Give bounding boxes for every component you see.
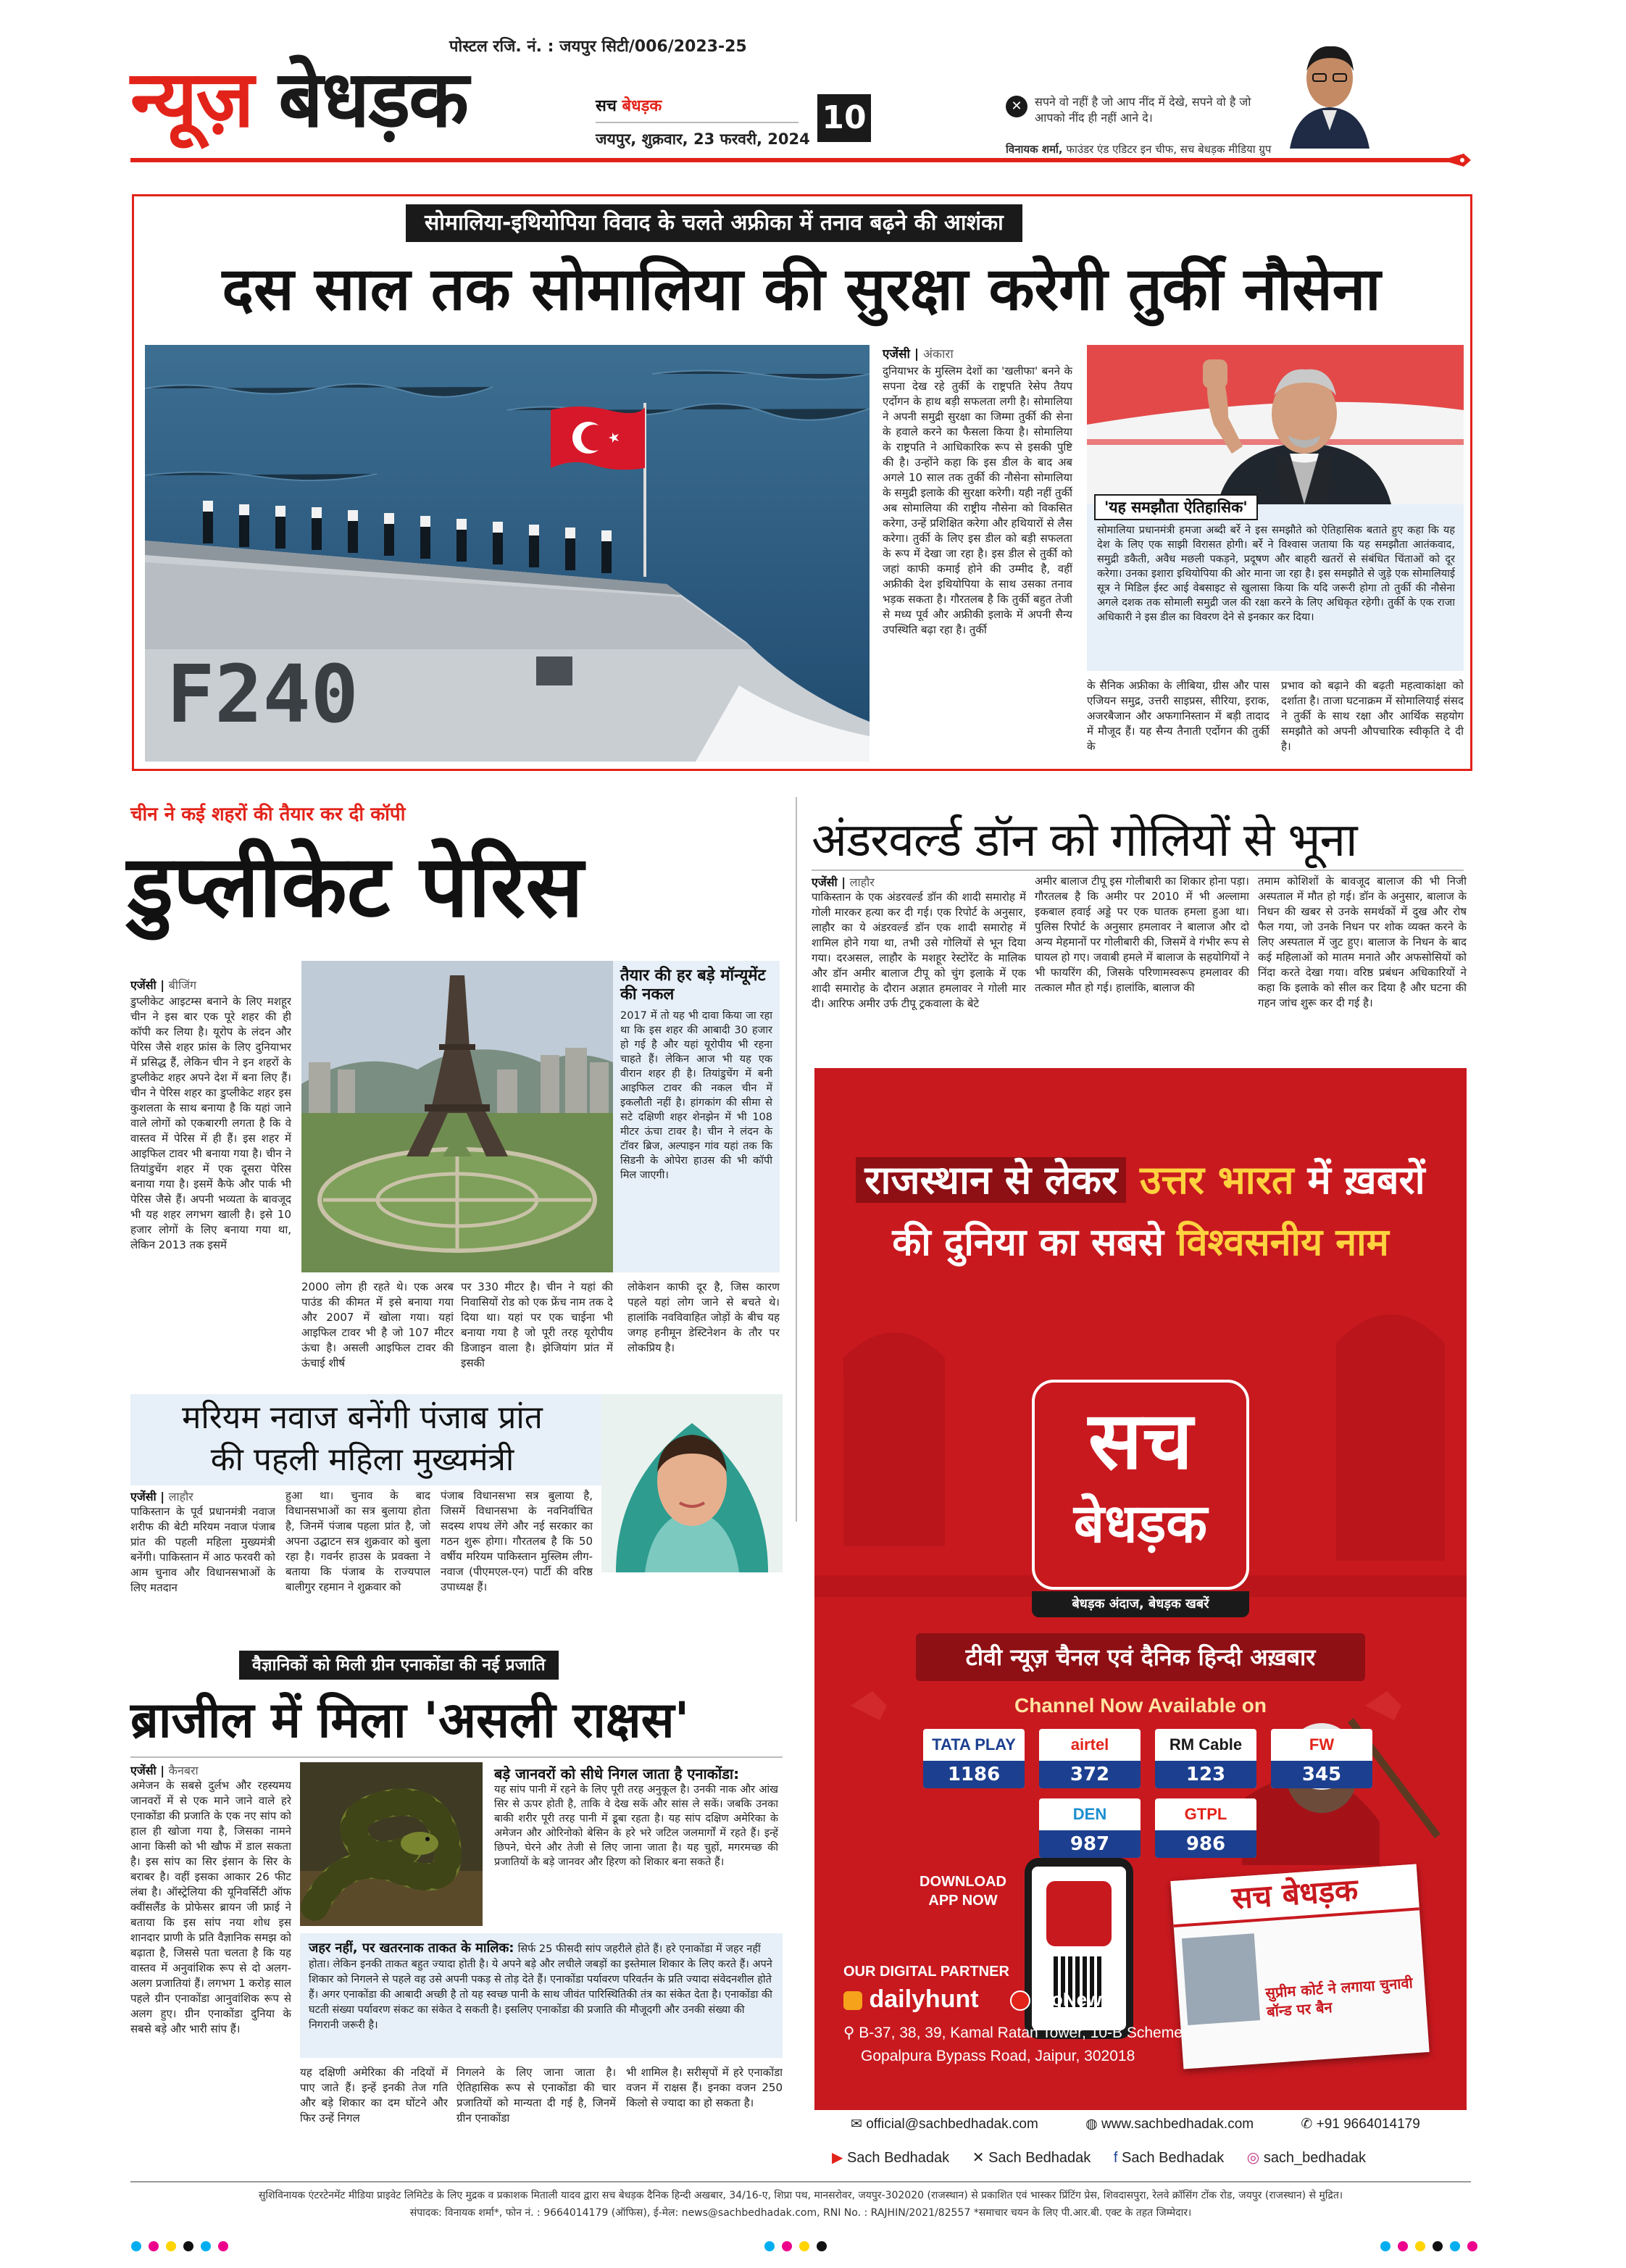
turkey-column-4: प्रभाव को बढ़ाने की बढ़ती महत्वाकांक्षा को दर्शाता है। ताजा घटनाक्रम में सोमालियाई संसद ने तुर्की के साथ रक्षा और आर्थिक सहयोग समझौते को अपनी औपचारिक स्वीकृति दे दी है। [1281,679,1464,753]
maryam-nawaz-photo [601,1394,783,1572]
maryam-headline-1: मरियम नवाज बनेंगी पंजाब प्रांत [182,1399,543,1436]
masthead-rule [130,158,1456,162]
channel-den [1039,1798,1141,1858]
maryam-column-3: पंजाब विधानसभा सत्र बुलाया है, जिसमें विधानसभा के नवनिर्वाचित सदस्य शपथ लेंगे और नई सरकार का गठन शुरू होगा। गौरतलब है कि 50 वर्षीय मरियम पाकिस्तान मुस्लिम लीग-नवाज (पीएमएल-एन) पार्टी की वरिष्ठ उपाध्यक्ष हैं। [441,1489,593,1593]
ad-website[interactable]: www.sachbedhadak.com [1101,2117,1254,2132]
paris-column-3: पर 330 मीटर है। चीन ने यहां की निवासियों रोड को एक फ्रेंच नाम तक दे दिया था। यहां पर एक चाईना भी बनाया गया है जो पूरी तरह यूरोपीय डिजाइन वाला है। झेजियांग प्रांत में इसकी [461,1280,613,1369]
paris-replica-photo [301,961,613,1272]
cyan-dot [201,2241,211,2251]
maryam-byline: एजेंसी | लाहौर [130,1490,193,1504]
anaconda-box-1 [490,1762,783,1926]
byline-agency: एजेंसी [130,1764,157,1777]
ad-contact-strip [814,2110,1467,2139]
byline-agency: एजेंसी [812,875,838,889]
dateline: जयपुर, शुक्रवार, 23 फरवरी, 2024 [596,130,810,148]
byline-city: बीजिंग [168,978,196,992]
turkey-byline: एजेंसी | अंकारा [883,347,954,362]
paris-column-4: लोकेशन काफी दूर है, जिस कारण पहले यहां लोग जाने से बचते थे। हालांकि नवविवाहित जोड़ों के बीच यह जगह हनीमून डेस्टिनेशन के तौर पर लोकप्रिय है। [628,1280,780,1354]
editor-credit [1006,142,1271,157]
paris-box-text: 2017 में तो यह भी दावा किया जा रहा था कि इस शहर की आबादी 30 हजार हो गई है और यहां यूरोपीय भी रहना चाहते हैं। लेकिन आज भी यह एक वीरान शहर ही है। तियांडुचेंग में बनी आइफिल टावर की नकल चीन में इकलौती नहीं है। हांगकांग की सीमा से सटे दक्षिणी शहर शेनझेन में भी 108 मीटर ऊंचा टावर है। चीन ने लंदन के टॉवर ब्रिज, अल्पाइन गांव यहां तक कि सिडनी के ओपेरा हाउस की भी कॉपी मिल जाएगी। [620,1010,772,1181]
turkey-column-3: के सैनिक अफ्रीका के लीबिया, ग्रीस और पास एजियन समुद्र, उत्तरी साइप्रस, सीरिया, इराक, अजरबैजान और अफगानिस्तान में बड़ी तादाद में मौजूद हैं। यह सैन्य तैनाती एर्दोगन की तुर्की के [1087,679,1269,753]
magenta-dot [149,2241,159,2251]
ad-logo-sach: सच [1088,1394,1193,1487]
don-column-2: अमीर बालाज टीपू इस गोलीबारी का शिकार होना पड़ा। गौरतलब है कि अमीर पर 2010 में भी अल्लामा इकबाल हवाई अड्डे पर एक घातक हमला हुआ था। पुलिस रिपोर्ट के अनुसार हमलावर ने बालाज और दो अन्य मेहमानों पर गोलीबारी की, जिसमें वे गंभीर रूप से घायल हो गए। जवाबी हमले में बालाज के सहयोगियों ने भी फायरिंग की, जिसके परिणामस्वरूप हमलावर की तत्काल मौत हो गई। हालांकि, बालाज की [1035,875,1249,994]
channel-name: RM Cable [1169,1735,1243,1754]
pen-nib-icon [1442,152,1471,168]
channel-number: 987 [1039,1830,1141,1858]
paris-box [613,961,780,1272]
dateline-divider [596,122,799,123]
byline-city: अंकारा [922,347,954,362]
channel-name: airtel [1070,1735,1109,1754]
anaconda-column-4: भी शामिल है। सरीसृपों में हरे एनाकोंडा वजन में राक्षस हैं। इनका वजन 250 किलो से ज्यादा का हो सकता है। [626,2066,783,2109]
cyan-dot [131,2241,141,2251]
anaconda-box-2 [300,1933,783,2058]
cyan-dot [1450,2241,1460,2251]
x-icon: ✕ [972,2150,985,2166]
anaconda-photo [300,1762,483,1926]
jionews-icon [1010,1990,1030,2011]
yellow-dot [799,2241,809,2251]
channel-number: 986 [1155,1830,1256,1858]
anaconda-box2-text: सिर्फ 25 फीसदी सांप जहरीले होते हैं। हरे एनाकोंडा में जहर नहीं होता। लेकिन इनकी ताकत बहुत ज्यादा होती है। ये अपने बड़े और लचीले जबड़ों का इस्तेमाल शिकार के लिए करते हैं। अपने शिकार को निगलने से पहले वह उसे अपनी पकड़ से तोड़ देते हैं। एनाकोंडा पर्यावरण परिवर्तन के प्रति ज्यादा संवेदनशील होते हैं। अगर एनाकोंडा की आबादी अच्छी है तो यह स्वच्छ पानी के साथ जीवंत पारिस्थितिकी तंत्र का संकेत देता है। एनाकोंडा की घटती संख्या पर्यावरण संकट का संकेत दे सकती है। इसलिए एनाकोंडा की प्रजाति की मौजूदगी और उनकी संख्या की निगरानी जरूरी है। [309,1943,772,2031]
dailyhunt-label: dailyhunt [869,1985,979,2013]
black-dot [183,2241,193,2251]
byline-city: कैनबरा [168,1764,199,1777]
turkey-headline: दस साल तक सोमालिया की सुरक्षा करेगी तुर्की नौसेना [222,255,1381,324]
phone-app-logo [1046,1881,1112,1946]
sub-bedhadak: बेधड़क [622,97,662,115]
channel-number: 1186 [923,1761,1025,1788]
address-line-1-text: B-37, 38, 39, Kamal Ratan Tower, 10-B Scheme, [859,2025,1187,2041]
channel-name: TATA PLAY [932,1735,1016,1754]
paris-byline: एजेंसी | बीजिंग [130,978,196,992]
editor-photo [1283,29,1377,149]
don-column-1: पाकिस्तान के एक अंडरवर्ल्ड डॉन की शादी समारोह में गोली मारकर हत्या कर दी गई। एक रिपोर्ट के अनुसार, लाहौर का ये अंडरवर्ल्ड डॉन एक शादी समारोह में शामिल होने गया था, तभी उसे गोलियों से भून दिया गया। दरअसल, लाहौर के मशहूर रेस्टोरेंट के मालिक और डॉन अमीर बालाज टीपू को चुंग इलाके में एक शादी समारोह के दौरान अज्ञात हमलावर ने गोली मार दी। आरिफ अमीर उर्फ टीपू ट्रकवाला के बेटे [812,891,1026,1010]
page-number: 10 [817,94,871,142]
channel-gtpl [1155,1798,1256,1858]
postal-reg: पोस्टल रजि. नं. : जयपुर सिटी/006/2023-25 [449,38,747,56]
don-column-3: तमाम कोशिशों के बावजूद बालाज की भी निजी अस्पताल में मौत हो गई। डॉन के अनुसार, बालाज के निधन की खबर से उनके समर्थकों में दुख और रोष फैल गया, जो उनके निधन पर शोक व्यक्त करने के लिए अस्पताल में जुट हुए। बालाज के निधन के बाद कई महिलाओं को मातम मनाते और अफसोसियों को निंदा करते देखा गया। वरिष्ठ प्रबंधन अधिकारियों ने कहा कि इलाके को सील कर दिया है और घटना की गहन जांच शुरू कर दी गई है। [1258,875,1467,1009]
turkish-navy-photo [145,345,870,762]
channel-airtel [1039,1729,1141,1788]
tagline-part-3: में ख़बरों [1307,1157,1425,1203]
quote-title: 'यह समझौता ऐतिहासिक' [1094,494,1258,520]
ad-social-strip [814,2142,1467,2174]
anaconda-box1-text: यह सांप पानी में रहने के लिए पूरी तरह अनुकूल है। उनकी नाक और आंख सिर से ऊपर होती है, ताकि वे देख सकें और सांस ले सकें। जबकि उनका बाकी शरीर पूरी तरह पानी में डूबा रहता है। यह सांप दक्षिण अमेरिका के अमेजन और ओरिनोको बेसिन के हरे भरे जटिल जलमार्गों में रहते हैं। इन्हें छिपने, घेरने और तेजी से लिए जाना जाता है। यह चुहों, मगरमच्छ की प्रजातियों के बड़े जानवर और हिरण को शिकार बना सकते हैं। [494,1784,778,1868]
magenta-dot [1467,2241,1477,2251]
paper-photo [1182,1933,1260,2025]
hull-number: F240 [167,648,359,741]
partner-jionews [1010,1988,1112,2011]
partner-dailyhunt [843,1985,979,2014]
channel-name: GTPL [1184,1805,1227,1823]
newspaper-mockup [1170,1864,1429,2069]
channel-name: DEN [1072,1805,1107,1823]
ad-logo-tagline: बेधड़क अंदाज, बेधड़क खबरें [1032,1591,1249,1617]
cyan-dot [1380,2241,1391,2251]
byline-city: लाहौर [849,875,875,889]
turkey-kicker: सोमालिया-इथियोपिया विवाद के चलते अफ्रीका में तनाव बढ़ने की आशंका [406,204,1022,242]
logo-news: न्यूज़ [130,54,253,145]
turkey-column-1: दुनियाभर के मुस्लिम देशों का 'खलीफा' बनने के सपना देख रहे तुर्की के राष्ट्रपति रेसेप तैयप एर्दोगन के हाथ बड़ी सफलता लगी है। सोमालिया ने अपनी समुद्री सुरक्षा का जिम्मा तुर्की की सेना के हवाले करने का फैसला किया है। सोमालिया के राष्ट्रपति ने आधिकारिक रूप से इसकी पुष्टि की है। उन्होंने कहा कि इस डील के बाद अब अगले 10 साल तक तुर्की की नौसेना सोमालिया के समुद्री इलाके की सुरक्षा करेगी। यही नहीं तुर्की अब सोमालिया की राष्ट्रीय नौसेना को विकसित करेगा, उन्हें प्रशिक्षित करेगा और हथियारों से लैस करेगा। तुर्की के लिए इस डील को बड़ी सफलता के रूप में देखा जा रहा है। इस डील से तुर्की को जहां काफी कमाई होने की उम्मीद है, वहीं अफ्रीकी देश इथियोपिया के साथ उसका तनाव भड़क सकता है। गौरतलब है कि तुर्की बहुत तेजी से मध्य पूर्व और अफ्रीकी इलाके में अपनी सैन्य उपस्थिति बढ़ा रहा है। तुर्की [883,364,1072,636]
ad-tagline-1 [843,1155,1438,1206]
footer-imprint: सुशिविनायक एंटरटेनमेंट मीडिया प्राइवेट लिमिटेड के लिए मुद्रक व प्रकाशक मिताली यादव द्वारा सच बेधड़क दैनिक हिन्दी अखबार, 34/16-ए, शिप्रा पथ, मानसरोवर, जयपुर-302020 (राजस्थान) से प्रकाशित एवं भास्कर प्रिंटिंग प्रेस, शिवदासपुरा, रेलवे क्रॉसिंग टोंक रोड, जयपुर (राजस्थान) से मुद्रित। [258,2190,1343,2201]
anaconda-headline: ब्राजील में मिला 'असली राक्षस' [130,1692,690,1749]
yellow-dot [166,2241,176,2251]
paris-column-1: डुप्लीकेट आइटम्स बनाने के लिए मशहूर चीन ने इस बार एक पूरे शहर की ही कॉपी कर लिया है। यूरोप के लंदन और पेरिस जैसे शहर फ्रांस के लिए दुनियाभर में प्रसिद्ध हैं, लेकिन चीन ने इन शहरों के डुप्लीकेट शहर अपने देश में बना लिए हैं। चीन ने पेरिस शहर का डुप्लीकेट शहर इस कुशलता के साथ बनाया है कि यहां जाने वाले लोगों को एकबारगी लगता है कि वे वास्तव में पेरिस में ही हैं। इस शहर में आइफिल टावर भी बनाया गया है। चीन ने तियांडुचेंग शहर में एक दूसरा पेरिस बनाया गया है। इसमें कैफे और पार्क भी पेरिस जैसे हैं। अपनी भव्यता के बावजूद भी यह शहर लगभग खाली है। इसे 10 हजार लोगों के लिए बनाया गया था, लेकिन 2013 तक इसमें [130,995,291,1251]
tagline-part-1: राजस्थान से लेकर [856,1157,1126,1203]
don-byline: एजेंसी | लाहौर [812,875,875,889]
editor-name: विनायक शर्मा, [1006,143,1063,156]
byline-agency: एजेंसी [883,347,910,362]
color-registration-dots-right [1377,2240,1481,2254]
footer-editor: संपादक: विनायक शर्मा*, फोन नं. : 9664014179 (ऑफिस), ई-मेल: news@sachbedhadak.com, RNI No. : RAJHIN/2021/82557 *समाचार चयन के लिए पी.आर.बी. एक्ट के तहत जिम्मेदार। [409,2207,1192,2219]
social-instagram[interactable]: sach_bedhadak [1263,2150,1367,2166]
channel-fw [1271,1729,1372,1788]
column-divider [796,797,797,1522]
don-headline-rule [812,870,1464,871]
don-headline: अंडरवर्ल्ड डॉन को गोलियों से भूना [812,814,1357,867]
social-facebook[interactable]: Sach Bedhadak [1122,2150,1225,2166]
instagram-icon: ◎ [1246,2150,1260,2166]
erdogan-photo [1087,345,1464,504]
channel-number: 123 [1155,1761,1256,1788]
color-registration-dots-left [128,2240,232,2254]
anaconda-column-2: यह दक्षिणी अमेरिका की नदियों में पाए जाते हैं। इन्हें इनकी तेज गति और बड़े शिकार का दम घोंटने और फिर उन्हें निगल [300,2066,448,2125]
ad-channel-line: टीवी न्यूज़ चैनल एवं दैनिक हिन्दी अख़बार [916,1633,1365,1681]
paris-column-2: 2000 लोग ही रहते थे। एक अरब पाउंड की कीमत में इसे बनाया गया और 2007 में खोला गया। यहां आइफिल टावर भी है जो 107 मीटर ऊंचा है। असली आइफिल टावर की ऊंचाई शीर्ष [301,1280,454,1369]
address-line-2: Gopalpura Bypass Road, Jaipur, 302018 [861,2048,1135,2064]
paper-masthead: सच बेधड़क [1170,1864,1419,1927]
ad-tagline-2 [843,1217,1438,1268]
download-app-label: DOWNLOAD APP NOW [920,1874,1006,1909]
paris-box-title: तैयार की हर बड़े मॉन्यूमेंट की नकल [620,967,766,1004]
youtube-icon: ▶ [832,2150,843,2166]
paris-kicker: चीन ने कई शहरों की तैयार कर दी कॉपी [130,804,406,825]
yellow-dot [1415,2241,1425,2251]
channel-rm-cable [1155,1729,1256,1788]
social-youtube[interactable]: Sach Bedhadak [846,2150,950,2166]
editor-quote: सपने वो नहीं है जो आप नींद में देखे, सपने वो है जो आपको नींद ही नहीं आने दे। [1035,95,1251,125]
paper-headline: सुप्रीम कोर्ट ने लगाया चुनावी बॉन्ड पर बैन [1264,1974,1414,2021]
social-x[interactable]: Sach Bedhadak [988,2150,1091,2166]
tagline-part-4: की दुनिया का सबसे [892,1221,1164,1264]
ad-phone[interactable]: +91 9664014179 [1316,2117,1420,2132]
byline-agency: एजेंसी [130,978,157,992]
partner-title: OUR DIGITAL PARTNER [843,1964,1009,1980]
dailyhunt-icon [843,1991,862,2010]
sach-bedhadak-ad[interactable] [814,1068,1467,2110]
maryam-headline-2: की पहली महिला मुख्यमंत्री [210,1441,514,1478]
channel-number: 345 [1271,1761,1372,1788]
magenta-dot [218,2241,228,2251]
byline-city: लाहौर [168,1490,193,1504]
mail-icon: ✉ [851,2117,862,2132]
phone-mockup [1025,1858,1133,2039]
editor-role: फाउंडर एंड एडिटर इन चीफ, सच बेधड़क मीडिया ग्रुप [1066,143,1272,156]
paris-headline: डुप्लीकेट पेरिस [128,836,583,936]
anaconda-byline: एजेंसी | कैनबरा [130,1764,199,1777]
address-line-1 [843,2022,1187,2045]
ad-logo-bedhadak: बेधड़क [1073,1493,1208,1555]
magenta-dot [782,2241,792,2251]
sub-sach: सच [596,97,617,115]
ad-email[interactable]: official@sachbedhadak.com [866,2117,1038,2132]
anaconda-box2-title: जहर नहीं, पर खतरनाक ताकत के मालिक: [309,1940,514,1956]
channel-tata-play [923,1729,1025,1788]
cyan-dot [764,2241,775,2251]
tagline-part-2: उत्तर भारत [1140,1157,1294,1203]
masthead-subbrand [596,94,662,116]
channel-number: 372 [1039,1761,1141,1788]
quote-text: सोमालिया प्रधानमंत्री हमजा अब्दी बर्रे ने इस समझौते को ऐतिहासिक बताते हुए कहा कि यह देश के लिए एक साझी विरासत होगी। बर्रे ने विश्वास जताया कि यह समझौता आतंकवाद, समुद्री डकैती, अवैध मछली पकड़ने, प्रदूषण और बाहरी खतरों से संबंधित चिंताओं को दूर करेगा। उनका इशारा इथियोपिया की ओर माना जा रहा है। इस समझौते से जुड़े एक सोमालियाई सूत्र ने मिडिल ईस्ट आई वेबसाइट से खुलासा किया कि यदि जरूरी होगा तो तुर्की की नौसेना अगले दशक तक सोमाली समुद्री जल की रक्षा करने के लिए अधिकृत रहेगी। तुर्की के एक राजा अधिकारी ने इस डील का विवरण देने से इनकार कर दिया। [1097,525,1455,623]
anaconda-box1-title: बड़े जानवरों को सीधे निगल जाता है एनाकोंडा: [494,1765,740,1783]
maryam-column-2: हुआ था। चुनाव के बाद विधानसभाओं का सत्र बुलाया होता है, जिनमें पंजाब पहला प्रांत है, जो अपना उद्घाटन सत्र शुक्रवार को बुला रहा है। गवर्नर हाउस के प्रवक्ता ने बताया कि पंजाब के राज्यपाल बालीगुर रहमान ने शुक्रवार को [285,1489,430,1593]
facebook-icon: f [1113,2150,1118,2166]
jionews-label: JioNews [1035,1988,1112,2010]
anaconda-kicker: वैज्ञानिकों को मिली ग्रीन एनाकोंडा की नई प्रजाति [239,1651,559,1680]
color-registration-dots-center [761,2240,830,2254]
ad-logo-box [1032,1380,1249,1590]
ad-address [843,2022,1187,2068]
masthead-logo [130,54,468,145]
tagline-part-5: विश्वसनीय नाम [1177,1221,1389,1264]
x-icon: ✕ [1006,96,1027,117]
globe-icon: ◍ [1085,2117,1098,2132]
anaconda-headline-rule [130,1756,783,1758]
footer-rule [130,2181,1471,2182]
byline-agency: एजेंसी [130,1490,157,1504]
location-pin-icon: ⚲ [843,2025,859,2041]
magenta-dot [1398,2241,1408,2251]
maryam-column-1: पाकिस्तान के पूर्व प्रधानमंत्री नवाज शरीफ की बेटी मरियम नवाज पंजाब प्रांत की पहली महिला मुख्यमंत्री बनेंगी। पाकिस्तान में आठ फरवरी को आम चुनाव और विधानसभाओं के लिए मतदान [130,1505,275,1594]
logo-bedhadak: बेधड़क [278,54,468,145]
black-dot [1433,2241,1443,2251]
quote-box [1087,499,1464,671]
black-dot [817,2241,827,2251]
anaconda-column-1: अमेजन के सबसे दुर्लभ और रहस्यमय जानवरों में से एक माने जाने वाले हरे एनाकोंडा की प्रजाति के एक नए सांप को हाल ही खोजा गया है, जिसका नामने आना किसी को भी खौफ में डाल सकता है। इस सांप का सिर इंसान के सिर के बराबर है। वहीं इसका आकार 26 फीट लंबा है। ऑस्ट्रेलिया की यूनिवर्सिटी ऑफ क्वींसलैंड के प्रोफेसर ब्रायन जी फ्राई ने बताया कि इस सांप नया शोध इस शानदार प्राणी के प्रति वैज्ञानिक समझ को बढ़ाता है, जिससे पता चलता है कि यह वास्तव में अनुवांशिक रूप से दो अलग-अलग प्रजातियां हैं। लगभग 1 करोड़ साल पहले ग्रीन एनाकोंडा आनुवांशिक रूप से अलग हुए। ग्रीन एनाकोंडा दुनिया के सबसे बड़े और भारी सांप हैं। [130,1779,291,2035]
ad-available-label: Channel Now Available on [1014,1694,1267,1717]
anaconda-column-3: निगलने के लिए जाना जाता है। ऐतिहासिक रूप से एनाकोंडा की चार प्रजातियों को मान्यता दी गई है, जिनमें ग्रीन एनाकोंडा [456,2066,616,2125]
channel-name: FW [1309,1735,1335,1754]
phone-icon: ✆ [1301,2117,1313,2132]
